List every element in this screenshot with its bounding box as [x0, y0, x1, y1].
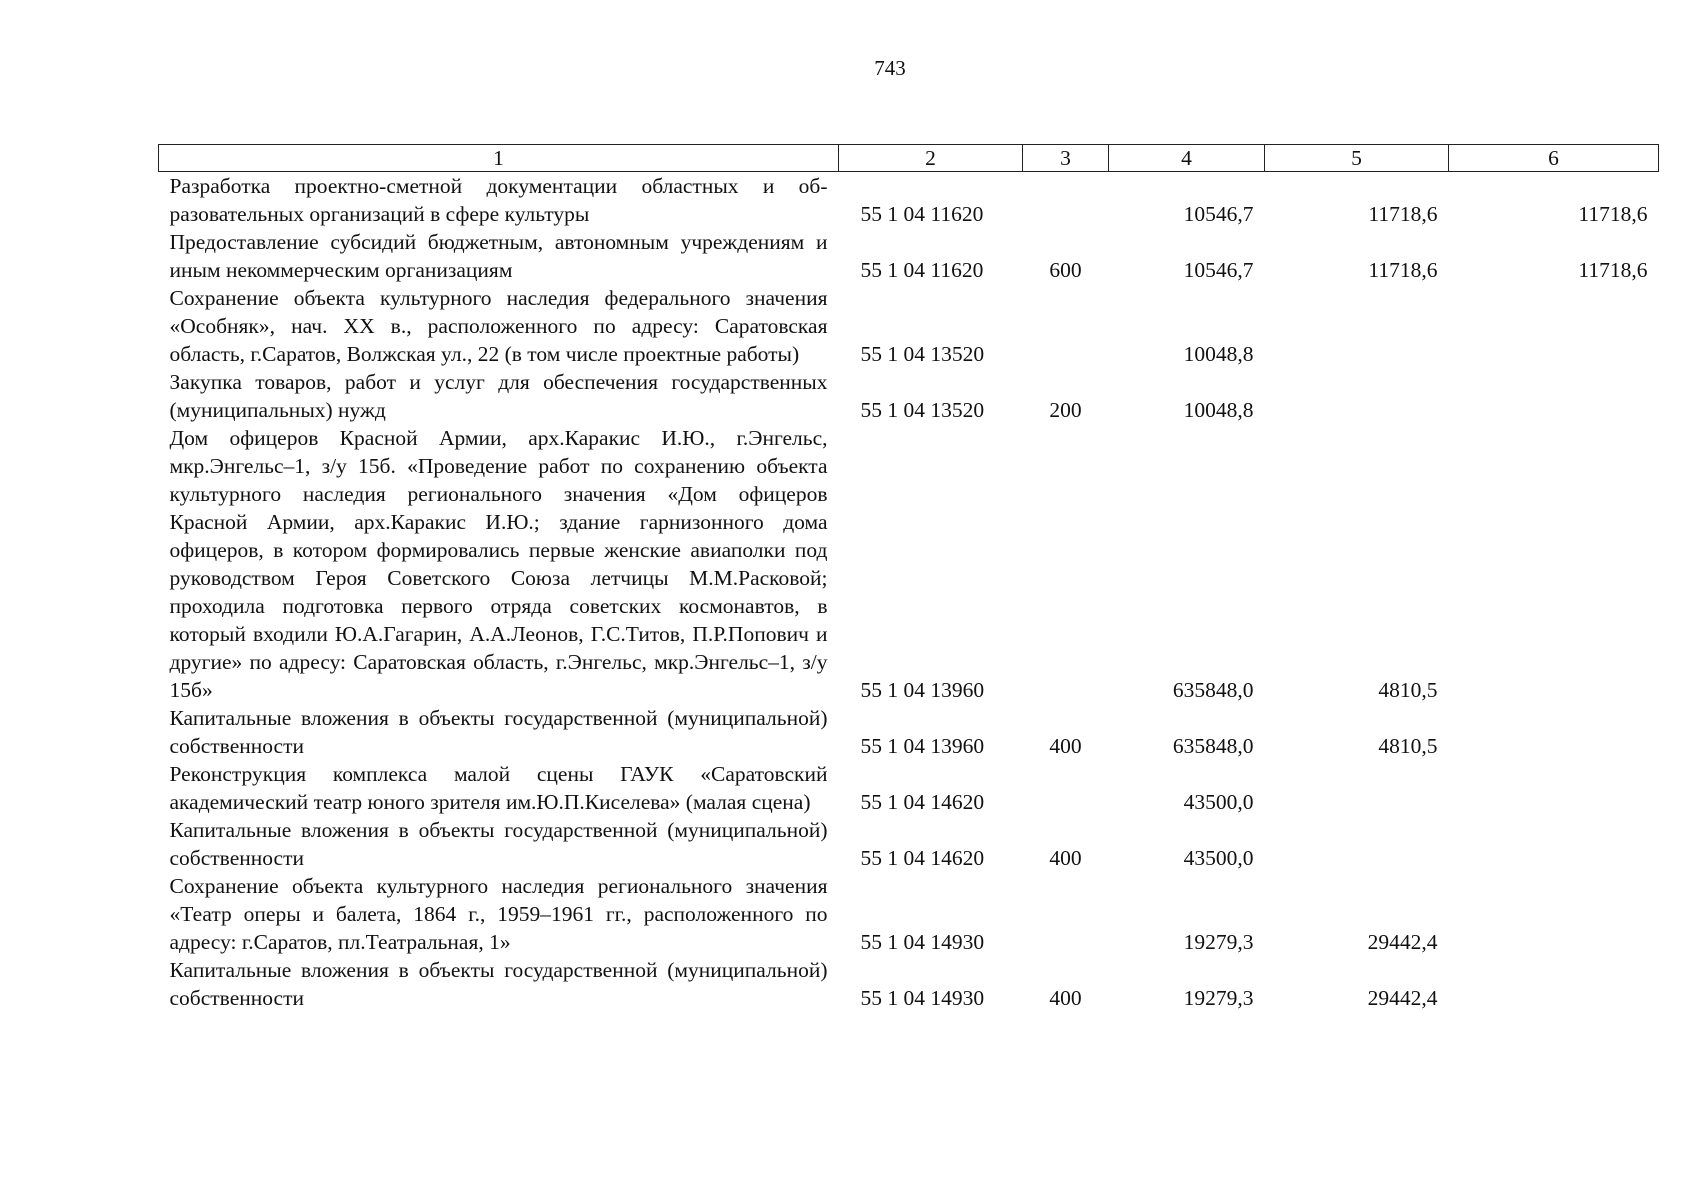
- row-value-col4: 19279,3: [1183, 986, 1254, 1010]
- column-header-1: 1: [159, 145, 839, 172]
- row-code: 55 1 04 11620: [860, 202, 984, 226]
- row-description: Сохранение объекта культурного наследия федерального значения «Особняк», нач. XX в., расположенного по адресу: Саратовская область, г.Саратов, Волжская ул., 22 (в том числе проектные работы): [169, 286, 828, 366]
- column-header-6: 6: [1449, 145, 1659, 172]
- row-value-col6: [1449, 424, 1659, 704]
- table-row: [159, 704, 1659, 760]
- row-description: Капитальные вложения в объекты государственной (муниципальной) собственности: [169, 958, 828, 1010]
- row-code: 55 1 04 14930: [860, 930, 985, 954]
- row-value-col5: 29442,4: [1367, 930, 1438, 954]
- row-value-col6: [1449, 284, 1659, 368]
- table-row: [159, 284, 1659, 368]
- row-value-col6: [1449, 704, 1659, 760]
- row-code: 55 1 04 14620: [860, 790, 985, 814]
- row-description: Закупка товаров, работ и услуг для обеспечения государственных (муниципальных) нужд: [169, 370, 828, 422]
- row-value-col5: [1265, 368, 1449, 424]
- row-value-col5: 29442,4: [1367, 986, 1438, 1010]
- row-description: Сохранение объекта культурного наследия регионального значения «Театр оперы и балета, 1864 г., 1959–1961 гг., расположенного по адресу: г.Саратов, пл.Театральная, 1»: [169, 874, 828, 954]
- row-description: Разработка проектно-сметной документации областных и образовательных организаций в сфере культуры: [169, 174, 828, 226]
- row-value-col6: 11718,6: [1578, 258, 1648, 282]
- row-value-col5: [1265, 760, 1449, 816]
- table-row: [159, 816, 1659, 872]
- row-value-col6: [1449, 956, 1659, 1012]
- row-expense-type: 400: [1049, 734, 1082, 758]
- row-description: Капитальные вложения в объекты государственной (муниципальной) собственности: [169, 706, 828, 758]
- row-expense-type: 600: [1049, 258, 1082, 282]
- row-expense-type: 400: [1049, 846, 1082, 870]
- row-value-col6: [1449, 760, 1659, 816]
- header-row: [159, 145, 1659, 172]
- row-value-col4: 10048,8: [1183, 398, 1254, 422]
- row-value-col5: 11718,6: [1368, 202, 1438, 226]
- row-expense-type: [1023, 284, 1109, 368]
- table-row: [159, 368, 1659, 424]
- row-code: 55 1 04 14620: [860, 846, 985, 870]
- row-value-col5: [1265, 816, 1449, 872]
- row-description: Дом офицеров Красной Армии, арх.Каракис И.Ю., г.Энгельс, мкр.Энгельс–1, з/у 15б. «Проведение работ по сохранению объекта культурного наследия регионального значения «Дом офицеров Красной Армии, арх.Каракис И.Ю.; здание гарнизонного дома офицеров, в котором формировались первые женские авиаполки под руководством Героя Советского Союза летчицы М.М.Расковой; проходила подготовка первого отряда советских космонавтов, в который входили Ю.А.Гагарин, А.А.Леонов, Г.С.Титов, П.Р.Попович и другие» по адресу: Саратовская область, г.Энгельс, мкр.Энгельс–1, з/у 15б»: [169, 426, 828, 702]
- row-expense-type: [1023, 172, 1109, 229]
- row-value-col4: 635848,0: [1172, 678, 1254, 702]
- row-value-col5: [1265, 284, 1449, 368]
- row-code: 55 1 04 13960: [860, 678, 985, 702]
- row-code: 55 1 04 13520: [860, 398, 985, 422]
- row-value-col4: 10546,7: [1183, 258, 1254, 282]
- row-value-col4: 43500,0: [1183, 790, 1254, 814]
- row-value-col4: 10048,8: [1183, 342, 1254, 366]
- column-header-2: 2: [839, 145, 1023, 172]
- column-header-5: 5: [1265, 145, 1449, 172]
- row-value-col4: 10546,7: [1183, 202, 1254, 226]
- row-value-col6: 11718,6: [1578, 202, 1648, 226]
- budget-table: [158, 144, 1659, 1012]
- row-expense-type: 400: [1049, 986, 1082, 1010]
- table-row: [159, 172, 1659, 229]
- row-value-col6: [1449, 816, 1659, 872]
- row-description: Предоставление субсидий бюджетным, автономным учреждениям и иным некоммерческим организациям: [169, 230, 828, 282]
- table-row: [159, 956, 1659, 1012]
- row-expense-type: 200: [1049, 398, 1082, 422]
- row-value-col5: 4810,5: [1378, 734, 1438, 758]
- row-description: Капитальные вложения в объекты государственной (муниципальной) собственности: [169, 818, 828, 870]
- table-row: [159, 760, 1659, 816]
- row-value-col6: [1449, 368, 1659, 424]
- row-description: Реконструкция комплекса малой сцены ГАУК «Саратовский академический театр юного зрителя им.Ю.П.Киселева» (малая сцена): [169, 762, 828, 814]
- row-expense-type: [1023, 872, 1109, 956]
- row-value-col4: 43500,0: [1183, 846, 1254, 870]
- row-value-col5: 4810,5: [1378, 678, 1438, 702]
- row-code: 55 1 04 14930: [860, 986, 985, 1010]
- page-number: 743: [874, 56, 906, 80]
- row-value-col6: [1449, 872, 1659, 956]
- row-value-col5: 11718,6: [1368, 258, 1438, 282]
- table-body: [159, 172, 1659, 1013]
- column-header-4: 4: [1109, 145, 1265, 172]
- row-value-col4: 635848,0: [1172, 734, 1254, 758]
- row-expense-type: [1023, 760, 1109, 816]
- column-header-3: 3: [1023, 145, 1109, 172]
- table-row: [159, 424, 1659, 704]
- table-row: [159, 872, 1659, 956]
- row-expense-type: [1023, 424, 1109, 704]
- table-row: [159, 228, 1659, 284]
- row-code: 55 1 04 13520: [860, 342, 985, 366]
- row-code: 55 1 04 11620: [860, 258, 984, 282]
- row-value-col4: 19279,3: [1183, 930, 1254, 954]
- row-code: 55 1 04 13960: [860, 734, 985, 758]
